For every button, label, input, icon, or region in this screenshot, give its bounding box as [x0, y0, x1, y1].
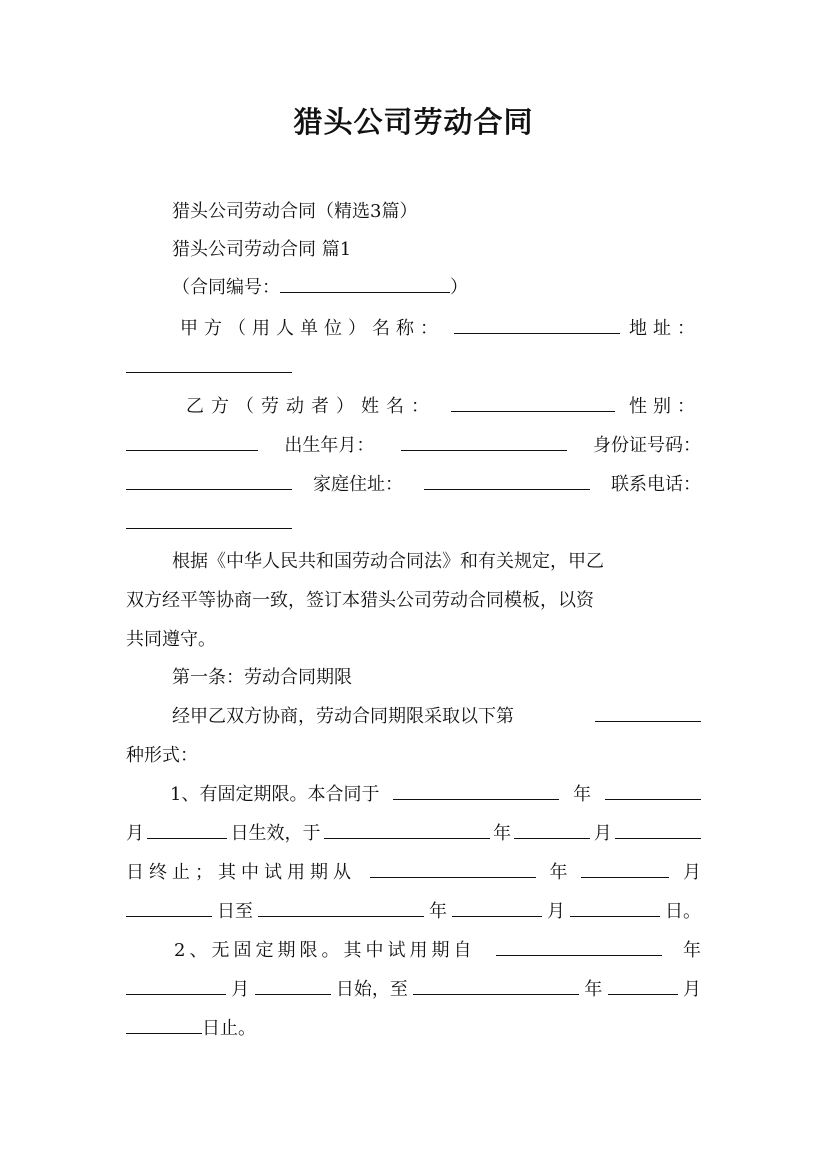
open-trial-end-year-blank [413, 972, 579, 995]
fixed-effective-label: 日生效，于 [230, 823, 321, 844]
fixed-trial-end-day-blank [570, 894, 660, 917]
section-line [126, 231, 747, 269]
contract-number-blank [280, 270, 450, 293]
party-b-home-blank [424, 467, 590, 490]
party-b-birth-label: 出生年月： [284, 435, 375, 456]
party-a-address-label: 地址： [629, 318, 701, 339]
fixed-month-label-2: 月 [593, 823, 612, 844]
fixed-trial-month-blank [581, 855, 669, 878]
basis-line-3 [126, 621, 701, 659]
party-a-name-label: 甲方（用人单位）名称： [180, 318, 444, 339]
party-b-birth-line [126, 427, 701, 465]
party-b-home-label: 家庭住址： [313, 474, 403, 495]
fixed-term-label: 1、有固定期限。本合同于 [170, 784, 380, 805]
fixed-term-line-4 [126, 893, 701, 931]
fixed-day-end-label: 日。 [665, 901, 701, 922]
party-b-gender-label: 性别： [629, 396, 701, 417]
fixed-trial-day-blank [126, 894, 212, 917]
party-b-phone-line [126, 505, 701, 543]
fixed-day-to-label: 日至 [217, 901, 253, 922]
open-term-line-3 [126, 1010, 701, 1048]
open-month-label-2: 月 [682, 979, 701, 1000]
party-a-address-line [126, 349, 701, 387]
party-b-name-label: 乙方（劳动者）姓名： [186, 396, 436, 417]
open-trial-end-day-blank [126, 1011, 202, 1034]
open-term-label: 2、无固定期限。其中试用期自 [174, 940, 476, 961]
open-year-label-1: 年 [682, 940, 701, 961]
basis-text-2: 双方经平等协商一致，签订本猎头公司劳动合同模板，以资 [126, 590, 594, 611]
fixed-term-line-1 [170, 776, 701, 814]
party-b-gender-blank [126, 428, 258, 451]
open-day-stop-label: 日止。 [202, 1018, 256, 1039]
fixed-trial-year-blank [370, 855, 536, 878]
basis-line-1 [126, 543, 747, 581]
article1-heading: 第一条：劳动合同期限 [172, 667, 352, 688]
basis-text-3: 共同遵守。 [126, 629, 216, 650]
party-b-birth-blank [401, 428, 567, 451]
article1-form-blank [595, 699, 701, 722]
section-title: 猎头公司劳动合同 篇1 [172, 239, 352, 260]
fixed-start-year-blank [393, 777, 559, 800]
basis-text-1: 根据《中华人民共和国劳动合同法》和有关规定，甲乙 [172, 551, 604, 572]
party-b-phone-label: 联系电话： [611, 474, 701, 495]
fixed-term-line-3 [126, 854, 701, 892]
open-day-start-label: 日始，至 [335, 979, 408, 1000]
open-trial-year-blank [496, 933, 662, 956]
fixed-year-label-3: 年 [549, 862, 568, 883]
open-term-line-1 [174, 932, 701, 970]
fixed-month-label-4: 月 [547, 901, 565, 922]
fixed-month-label-1: 月 [126, 823, 144, 844]
fixed-end-year-blank [324, 816, 490, 839]
party-a-line [180, 310, 701, 348]
contract-number-label: （合同编号： [172, 277, 280, 298]
basis-line-2 [126, 582, 701, 620]
party-b-home-line [126, 466, 701, 504]
subtitle-line [126, 193, 747, 231]
document-title: 猎头公司劳动合同 [293, 105, 534, 139]
party-b-phone-blank [126, 506, 292, 529]
fixed-end-month-blank [514, 816, 590, 839]
fixed-trial-end-year-blank [258, 894, 424, 917]
subtitle-text: 猎头公司劳动合同（精选3篇） [172, 201, 418, 222]
article1-intro-text: 经甲乙双方协商，劳动合同期限采取以下第 [172, 706, 514, 727]
fixed-year-label-1: 年 [573, 784, 592, 805]
open-trial-month-blank [126, 972, 226, 995]
open-term-line-2 [126, 971, 701, 1009]
open-month-label-1: 月 [231, 979, 250, 1000]
open-trial-day-blank [255, 972, 331, 995]
article1-intro-line [172, 698, 701, 736]
party-a-name-blank [454, 311, 620, 334]
fixed-term-line-2 [126, 815, 701, 853]
party-b-name-blank [451, 389, 615, 412]
contract-number-line [126, 269, 747, 307]
party-b-id-blank [126, 467, 292, 490]
party-b-line [186, 388, 701, 426]
party-a-address-blank [126, 350, 292, 373]
fixed-year-label-2: 年 [493, 823, 512, 844]
open-year-label-2: 年 [584, 979, 603, 1000]
article1-intro-text-2: 种形式： [126, 745, 198, 766]
party-b-id-label: 身份证号码： [592, 435, 701, 456]
fixed-month-label-3: 月 [683, 862, 701, 883]
article1-heading-line [126, 659, 747, 697]
fixed-end-label: 日终止；其中试用期从 [126, 862, 356, 883]
article1-intro-line-2 [126, 737, 701, 775]
fixed-start-day-blank [147, 816, 227, 839]
fixed-start-month-blank [605, 777, 701, 800]
fixed-year-label-4: 年 [429, 901, 447, 922]
fixed-end-day-blank [615, 816, 701, 839]
fixed-trial-end-month-blank [452, 894, 542, 917]
open-trial-end-month-blank [608, 972, 678, 995]
contract-number-close: ） [450, 277, 468, 298]
